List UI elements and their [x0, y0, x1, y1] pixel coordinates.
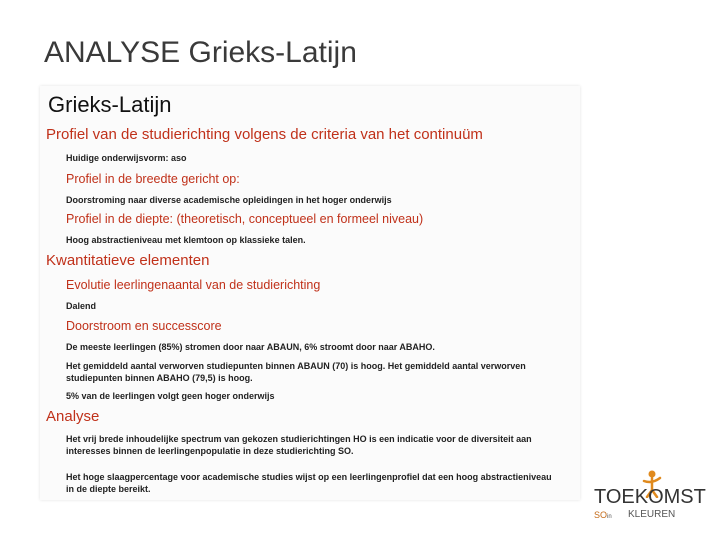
section-profile-heading: Profiel van de studierichting volgens de criteria van het continuüm: [46, 126, 483, 143]
logo-sub-so: SOin: [594, 510, 612, 520]
doorstroom-heading: Doorstroom en successcore: [66, 319, 222, 333]
profile-depth-heading: Profiel in de diepte: (theoretisch, conceptueel en formeel niveau): [66, 212, 424, 226]
evolution-text: Dalend: [66, 301, 97, 311]
profile-breadth-heading: Profiel in de breedte gericht op:: [66, 172, 240, 186]
analyse-text-1b: interesses binnen de leerlingenpopulatie in deze studierichting SO.: [66, 446, 354, 456]
doorstroom-text-3: 5% van de leerlingen volgt geen hoger onderwijs: [66, 391, 275, 401]
doorstroom-text-2a: Het gemiddeld aantal verworven studiepunten binnen ABAUN (70) is hoog. Het gemiddeld aantal verworven: [66, 361, 526, 371]
doc-title: Grieks-Latijn: [48, 92, 172, 117]
slide-title: ANALYSE Grieks-Latijn: [44, 36, 357, 69]
doorstroom-text-2b: studiepunten binnen ABAHO (79,5) is hoog.: [66, 373, 253, 383]
section-analyse-heading: Analyse: [46, 408, 100, 425]
profile-depth-text: Hoog abstractieniveau met klemtoon op klassieke talen.: [66, 235, 306, 245]
analyse-text-1a: Het vrij brede inhoudelijke spectrum van gekozen studierichtingen HO is een indicatie voor de diversiteit aan: [66, 434, 532, 444]
toekomst-logo: [590, 468, 706, 528]
analyse-text-2a: Het hoge slaagpercentage voor academische studies wijst op een leerlingenprofiel dat een hoog abstractieniveau: [66, 472, 552, 482]
section-quantitative-heading: Kwantitatieve elementen: [46, 252, 210, 269]
doorstroom-text-1: De meeste leerlingen (85%) stromen door naar ABAUN, 6% stroomt door naar ABAHO.: [66, 342, 435, 352]
document-image: [40, 86, 580, 500]
analyse-text-2b: in de diepte bereikt.: [66, 484, 151, 494]
profile-breadth-text: Doorstroming naar diverse academische opleidingen in het hoger onderwijs: [66, 195, 392, 205]
section-profile-text: Huidige onderwijsvorm: aso: [66, 153, 187, 163]
logo-sub-kleuren: KLEUREN: [628, 509, 676, 520]
logo-text: TOEKOMST: [594, 486, 706, 508]
evolution-heading: Evolutie leerlingenaantal van de studierichting: [66, 278, 321, 292]
